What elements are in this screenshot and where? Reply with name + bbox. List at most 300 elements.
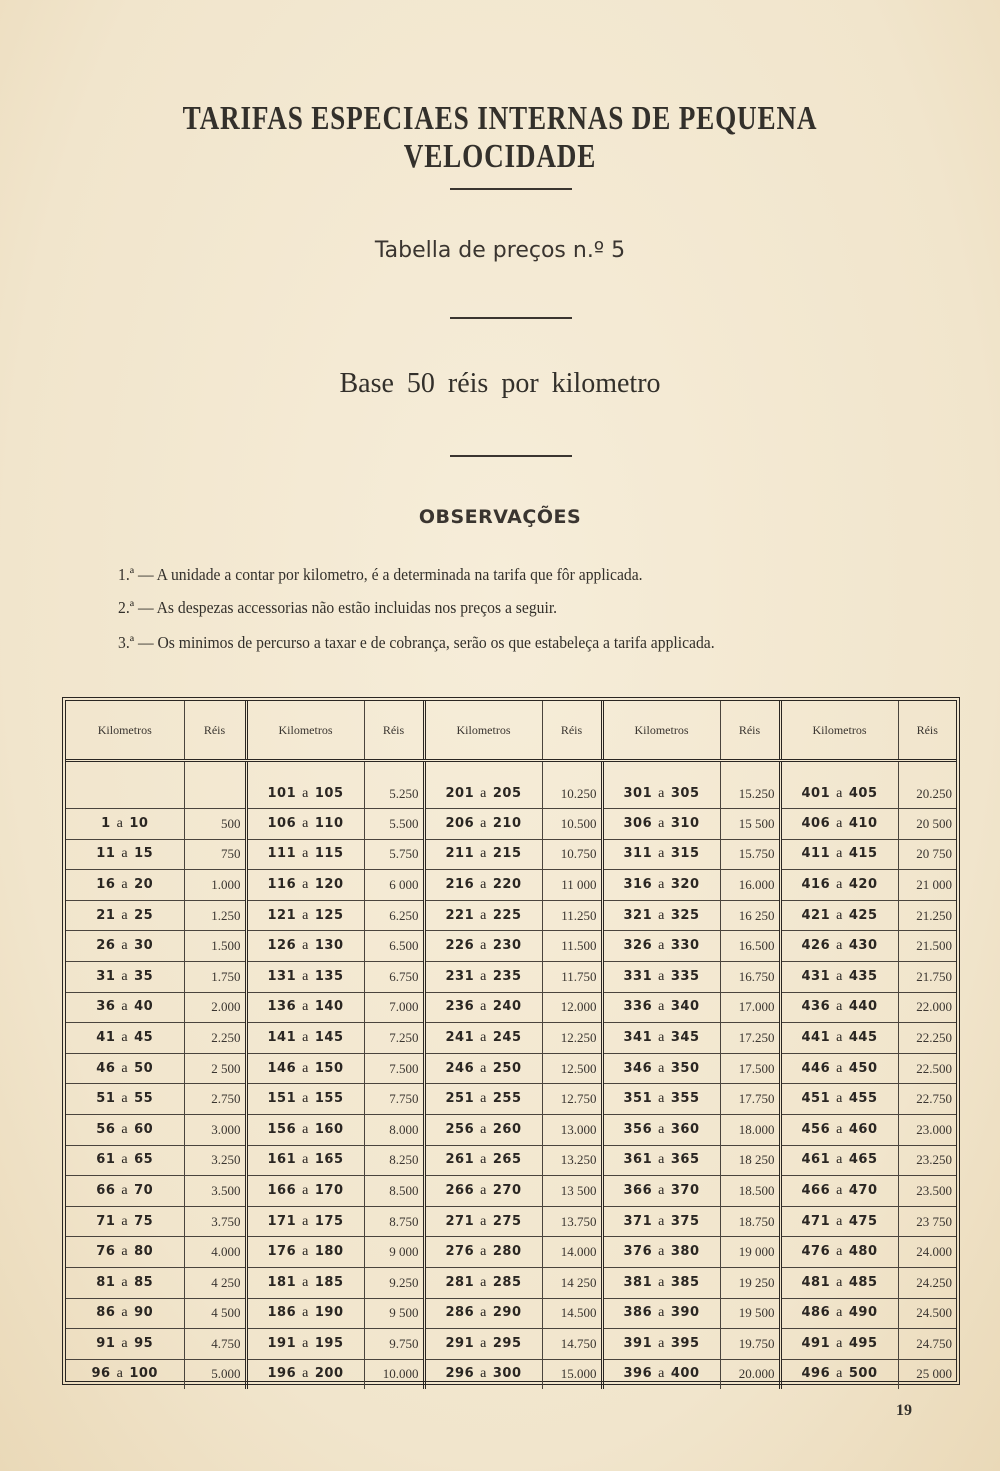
- km-to: 115: [314, 846, 344, 862]
- reis-cell: 10.000: [364, 1359, 424, 1389]
- km-range-cell: [424, 1023, 542, 1054]
- km-to: 280: [492, 1244, 522, 1260]
- reis-cell: 1.250: [184, 900, 246, 931]
- km-range-cell: [602, 1084, 720, 1115]
- km-connector: a: [121, 1213, 129, 1229]
- reis-cell: 13 500: [542, 1176, 602, 1207]
- km-to: 465: [848, 1152, 878, 1168]
- km-connector: a: [480, 1029, 487, 1045]
- km-from: 91: [96, 1335, 116, 1351]
- reis-cell: 8.500: [364, 1176, 424, 1207]
- reis-cell: 500: [184, 809, 246, 840]
- table-header-row: [66, 701, 956, 761]
- km-to: 390: [670, 1305, 700, 1321]
- km-to: 270: [492, 1182, 522, 1198]
- header-kilometros: Kilometros: [424, 701, 542, 761]
- km-connector: a: [302, 907, 309, 923]
- reis-cell: 15.750: [720, 839, 780, 870]
- km-to: 305: [670, 786, 700, 801]
- km-from: 96: [91, 1366, 111, 1382]
- km-range-cell: [602, 839, 720, 870]
- table-row: [66, 839, 956, 870]
- km-to: 195: [314, 1335, 344, 1351]
- reis-cell: 19.750: [720, 1329, 780, 1360]
- km-from: 41: [96, 1029, 116, 1045]
- km-to: 360: [670, 1121, 700, 1137]
- km-to: 160: [314, 1121, 344, 1137]
- km-connector: a: [302, 1182, 309, 1198]
- km-from: 106: [267, 815, 297, 831]
- km-from: 226: [445, 938, 475, 954]
- km-connector: a: [302, 1335, 309, 1351]
- km-from: 416: [801, 876, 831, 892]
- km-to: 410: [848, 815, 878, 831]
- km-connector: a: [658, 1244, 665, 1260]
- reis-cell: 14.000: [542, 1237, 602, 1268]
- reis-cell: 21.500: [898, 931, 956, 962]
- km-to: 210: [492, 815, 522, 831]
- km-to: 230: [492, 938, 522, 954]
- km-connector: a: [121, 968, 129, 984]
- km-range-cell: [246, 809, 364, 840]
- km-to: 370: [670, 1182, 700, 1198]
- km-range-cell: [424, 1359, 542, 1389]
- km-connector: a: [836, 1366, 843, 1382]
- km-connector: a: [836, 938, 843, 954]
- km-connector: a: [658, 1152, 665, 1168]
- km-connector: a: [480, 1091, 487, 1107]
- km-connector: a: [480, 815, 487, 831]
- reis-cell: 11.750: [542, 961, 602, 992]
- observations-heading: OBSERVAÇÕES: [418, 506, 582, 528]
- km-from: 76: [96, 1244, 116, 1260]
- reis-cell: 21.750: [898, 961, 956, 992]
- km-to: 340: [670, 999, 700, 1015]
- km-to: 450: [848, 1060, 878, 1076]
- km-from: 436: [801, 999, 831, 1015]
- km-from: 166: [267, 1182, 297, 1198]
- km-range-cell: [66, 1298, 184, 1329]
- km-to: 35: [134, 968, 154, 984]
- reis-cell: 2.750: [184, 1084, 246, 1115]
- km-to: 140: [314, 999, 344, 1015]
- km-range-cell: [66, 761, 184, 809]
- reis-cell: 3.750: [184, 1206, 246, 1237]
- km-range-cell: [66, 1053, 184, 1084]
- km-from: 361: [623, 1152, 653, 1168]
- km-connector: a: [836, 1060, 843, 1076]
- km-to: 80: [134, 1244, 154, 1260]
- km-range-cell: [66, 1084, 184, 1115]
- km-connector: a: [836, 1029, 843, 1045]
- reis-cell: 17.250: [720, 1023, 780, 1054]
- reis-cell: 9.750: [364, 1329, 424, 1360]
- km-to: 40: [134, 999, 154, 1015]
- km-from: 101: [267, 786, 297, 801]
- reis-cell: 5.000: [184, 1359, 246, 1389]
- km-range-cell: [246, 1298, 364, 1329]
- km-from: 381: [623, 1274, 653, 1290]
- km-connector: a: [836, 1335, 843, 1351]
- km-range-cell: [66, 900, 184, 931]
- km-from: 146: [267, 1060, 297, 1076]
- km-range-cell: [424, 1053, 542, 1084]
- km-range-cell: [246, 1329, 364, 1360]
- reis-cell: 9 500: [364, 1298, 424, 1329]
- reis-cell: 4 250: [184, 1267, 246, 1298]
- km-range-cell: [602, 1359, 720, 1389]
- km-range-cell: [246, 1053, 364, 1084]
- km-from: 431: [801, 968, 831, 984]
- km-connector: a: [302, 1060, 309, 1076]
- km-from: 316: [623, 876, 653, 892]
- reis-cell: 11.250: [542, 900, 602, 931]
- km-range-cell: [246, 761, 364, 809]
- km-range-cell: [246, 1206, 364, 1237]
- km-range-cell: [424, 931, 542, 962]
- km-range-cell: [246, 1237, 364, 1268]
- km-from: 271: [445, 1213, 475, 1229]
- km-to: 425: [848, 907, 878, 923]
- km-to: 470: [848, 1182, 878, 1198]
- km-to: 225: [492, 907, 522, 923]
- km-range-cell: [424, 1176, 542, 1207]
- km-connector: a: [836, 1152, 843, 1168]
- header-kilometros: Kilometros: [66, 701, 184, 761]
- km-to: 25: [134, 907, 154, 923]
- reis-cell: 4 500: [184, 1298, 246, 1329]
- km-range-cell: [66, 1237, 184, 1268]
- km-range-cell: [66, 1176, 184, 1207]
- km-range-cell: [246, 1176, 364, 1207]
- km-to: 20: [134, 876, 154, 892]
- km-range-cell: [424, 900, 542, 931]
- page-title: TARIFAS ESPECIAES INTERNAS DE PEQUENA VELOCIDADE: [182, 100, 818, 175]
- reis-cell: 2.250: [184, 1023, 246, 1054]
- km-from: 301: [623, 786, 653, 801]
- reis-cell: 24.750: [898, 1329, 956, 1360]
- km-to: 75: [134, 1213, 154, 1229]
- km-from: 266: [445, 1182, 475, 1198]
- km-connector: a: [480, 1121, 487, 1137]
- km-range-cell: [602, 1176, 720, 1207]
- reis-cell: 3.500: [184, 1176, 246, 1207]
- km-connector: a: [121, 1335, 129, 1351]
- km-connector: a: [480, 1274, 487, 1290]
- km-from: 321: [623, 907, 653, 923]
- km-from: 241: [445, 1029, 475, 1045]
- km-to: 85: [134, 1274, 154, 1290]
- km-to: 365: [670, 1152, 700, 1168]
- km-connector: a: [658, 968, 665, 984]
- reis-cell: 16 250: [720, 900, 780, 931]
- km-connector: a: [121, 1274, 129, 1290]
- km-to: 295: [492, 1335, 522, 1351]
- km-to: 415: [848, 846, 878, 862]
- reis-cell: 11 000: [542, 870, 602, 901]
- km-from: 151: [267, 1091, 297, 1107]
- km-connector: a: [658, 786, 665, 801]
- price-table-frame: [62, 697, 960, 1385]
- km-connector: a: [480, 876, 487, 892]
- km-to: 290: [492, 1305, 522, 1321]
- km-to: 45: [134, 1029, 154, 1045]
- divider-rule: [450, 188, 572, 190]
- reis-cell: 16.750: [720, 961, 780, 992]
- reis-cell: 7.750: [364, 1084, 424, 1115]
- km-range-cell: [602, 900, 720, 931]
- km-to: 125: [314, 907, 344, 923]
- table-row: [66, 809, 956, 840]
- km-from: 391: [623, 1335, 653, 1351]
- km-connector: a: [302, 786, 309, 801]
- km-range-cell: [780, 809, 898, 840]
- reis-cell: 24.500: [898, 1298, 956, 1329]
- km-to: 185: [314, 1274, 344, 1290]
- km-range-cell: [780, 870, 898, 901]
- km-to: 320: [670, 876, 700, 892]
- km-from: 61: [96, 1152, 116, 1168]
- km-from: 31: [96, 968, 116, 984]
- table-row: [66, 992, 956, 1023]
- km-connector: a: [836, 999, 843, 1015]
- km-range-cell: [66, 870, 184, 901]
- km-to: 65: [134, 1152, 154, 1168]
- reis-cell: 8.750: [364, 1206, 424, 1237]
- km-range-cell: [66, 1206, 184, 1237]
- km-connector: a: [121, 1305, 129, 1321]
- km-from: 156: [267, 1121, 297, 1137]
- km-connector: a: [302, 1152, 309, 1168]
- km-to: 260: [492, 1121, 522, 1137]
- reis-cell: 5.750: [364, 839, 424, 870]
- km-range-cell: [780, 761, 898, 809]
- km-from: 411: [801, 846, 831, 862]
- km-from: 461: [801, 1152, 831, 1168]
- km-to: 345: [670, 1029, 700, 1045]
- km-range-cell: [602, 1023, 720, 1054]
- km-from: 326: [623, 938, 653, 954]
- km-connector: a: [121, 1244, 129, 1260]
- km-from: 346: [623, 1060, 653, 1076]
- km-from: 26: [96, 938, 116, 954]
- km-connector: a: [658, 1213, 665, 1229]
- table-row: [66, 761, 956, 809]
- km-range-cell: [246, 992, 364, 1023]
- header-reis: Réis: [720, 701, 780, 761]
- km-to: 300: [492, 1366, 522, 1382]
- km-to: 475: [848, 1213, 878, 1229]
- km-connector: a: [302, 999, 309, 1015]
- km-range-cell: [602, 870, 720, 901]
- km-connector: a: [480, 1335, 487, 1351]
- km-connector: a: [836, 1274, 843, 1290]
- header-kilometros: Kilometros: [602, 701, 720, 761]
- header-reis: Réis: [898, 701, 956, 761]
- km-from: 451: [801, 1091, 831, 1107]
- reis-cell: 23.000: [898, 1114, 956, 1145]
- km-range-cell: [66, 961, 184, 992]
- km-range-cell: [424, 761, 542, 809]
- reis-cell: 17.750: [720, 1084, 780, 1115]
- km-to: 435: [848, 968, 878, 984]
- km-range-cell: [246, 1084, 364, 1115]
- km-to: 55: [134, 1091, 154, 1107]
- reis-cell: 7.250: [364, 1023, 424, 1054]
- km-to: 205: [492, 786, 522, 801]
- km-connector: a: [121, 1060, 129, 1076]
- km-connector: a: [480, 999, 487, 1015]
- km-from: 206: [445, 815, 475, 831]
- km-connector: a: [658, 815, 665, 831]
- table-row: [66, 1267, 956, 1298]
- reis-cell: 19 500: [720, 1298, 780, 1329]
- divider-rule: [450, 317, 572, 319]
- km-to: 60: [134, 1121, 154, 1137]
- km-from: 51: [96, 1091, 116, 1107]
- price-table-subtitle: Tabella de preços n.º 5: [374, 238, 626, 263]
- km-from: 426: [801, 938, 831, 954]
- reis-cell: 10.500: [542, 809, 602, 840]
- km-from: 191: [267, 1335, 297, 1351]
- km-to: 105: [314, 786, 344, 801]
- km-connector: a: [121, 1091, 129, 1107]
- reis-cell: [184, 761, 246, 809]
- km-from: 16: [96, 876, 116, 892]
- reis-cell: 5.500: [364, 809, 424, 840]
- reis-cell: 17.000: [720, 992, 780, 1023]
- km-range-cell: [246, 931, 364, 962]
- reis-cell: 4.000: [184, 1237, 246, 1268]
- km-connector: a: [116, 1366, 124, 1382]
- km-range-cell: [424, 1329, 542, 1360]
- reis-cell: 14.500: [542, 1298, 602, 1329]
- km-range-cell: [602, 1237, 720, 1268]
- reis-cell: 17.500: [720, 1053, 780, 1084]
- km-range-cell: [66, 1329, 184, 1360]
- table-row: [66, 931, 956, 962]
- km-to: 130: [314, 938, 344, 954]
- km-to: 180: [314, 1244, 344, 1260]
- km-from: 126: [267, 938, 297, 954]
- km-from: 481: [801, 1274, 831, 1290]
- km-range-cell: [780, 1176, 898, 1207]
- km-range-cell: [424, 1114, 542, 1145]
- km-to: 395: [670, 1335, 700, 1351]
- reis-cell: 18.000: [720, 1114, 780, 1145]
- km-connector: a: [302, 968, 309, 984]
- header-kilometros: Kilometros: [246, 701, 364, 761]
- km-connector: a: [836, 1091, 843, 1107]
- km-to: 165: [314, 1152, 344, 1168]
- km-range-cell: [602, 1145, 720, 1176]
- km-to: 100: [129, 1366, 158, 1382]
- km-from: 71: [96, 1213, 116, 1229]
- reis-cell: 12.250: [542, 1023, 602, 1054]
- km-from: 121: [267, 907, 297, 923]
- km-to: 455: [848, 1091, 878, 1107]
- km-connector: a: [302, 1366, 309, 1382]
- header-kilometros: Kilometros: [780, 701, 898, 761]
- km-to: 90: [134, 1305, 154, 1321]
- reis-cell: 8.000: [364, 1114, 424, 1145]
- km-range-cell: [424, 809, 542, 840]
- km-range-cell: [780, 1267, 898, 1298]
- km-from: 21: [96, 907, 116, 923]
- km-range-cell: [424, 992, 542, 1023]
- reis-cell: 14.750: [542, 1329, 602, 1360]
- km-from: 111: [267, 846, 297, 862]
- reis-cell: 15.000: [542, 1359, 602, 1389]
- reis-cell: 11.500: [542, 931, 602, 962]
- km-range-cell: [66, 1114, 184, 1145]
- reis-cell: 12.000: [542, 992, 602, 1023]
- km-connector: a: [302, 1091, 309, 1107]
- km-range-cell: [780, 1053, 898, 1084]
- km-from: 376: [623, 1244, 653, 1260]
- km-connector: a: [658, 1182, 665, 1198]
- km-range-cell: [780, 1206, 898, 1237]
- reis-cell: 9.250: [364, 1267, 424, 1298]
- km-from: 181: [267, 1274, 297, 1290]
- km-range-cell: [66, 839, 184, 870]
- km-range-cell: [66, 1359, 184, 1389]
- km-to: 135: [314, 968, 344, 984]
- reis-cell: 20 500: [898, 809, 956, 840]
- km-range-cell: [602, 1114, 720, 1145]
- km-range-cell: [780, 1084, 898, 1115]
- km-to: 235: [492, 968, 522, 984]
- km-from: 176: [267, 1244, 297, 1260]
- km-from: 116: [267, 876, 297, 892]
- reis-cell: 2.000: [184, 992, 246, 1023]
- km-connector: a: [658, 1305, 665, 1321]
- km-from: 186: [267, 1305, 297, 1321]
- km-connector: a: [836, 846, 843, 862]
- km-connector: a: [480, 846, 487, 862]
- km-from: 386: [623, 1305, 653, 1321]
- reis-cell: 14 250: [542, 1267, 602, 1298]
- reis-cell: 22.750: [898, 1084, 956, 1115]
- km-from: 456: [801, 1121, 831, 1137]
- km-connector: a: [480, 1366, 487, 1382]
- km-connector: a: [836, 968, 843, 984]
- reis-cell: 1.500: [184, 931, 246, 962]
- km-to: 200: [314, 1366, 344, 1382]
- km-range-cell: [780, 839, 898, 870]
- reis-cell: 1.750: [184, 961, 246, 992]
- reis-cell: 23 750: [898, 1206, 956, 1237]
- km-to: 120: [314, 876, 344, 892]
- km-connector: a: [658, 846, 665, 862]
- page-number: 19: [896, 1402, 912, 1419]
- km-to: 275: [492, 1213, 522, 1229]
- km-from: 256: [445, 1121, 475, 1137]
- km-range-cell: [602, 1298, 720, 1329]
- km-connector: a: [658, 999, 665, 1015]
- km-to: 375: [670, 1213, 700, 1229]
- km-to: 265: [492, 1152, 522, 1168]
- km-connector: a: [480, 1060, 487, 1076]
- km-from: 136: [267, 999, 297, 1015]
- km-connector: a: [658, 907, 665, 923]
- reis-cell: 16.000: [720, 870, 780, 901]
- km-from: 11: [96, 846, 116, 862]
- reis-cell: 20.000: [720, 1359, 780, 1389]
- km-connector: a: [836, 786, 843, 801]
- table-row: [66, 1145, 956, 1176]
- divider-rule: [450, 455, 572, 457]
